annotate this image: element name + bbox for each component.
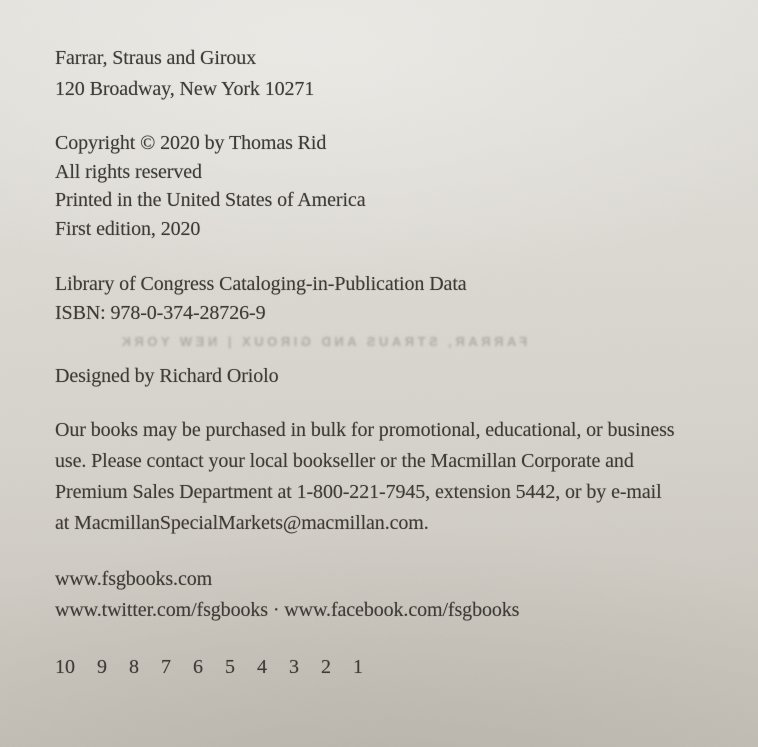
printer-number: 9 xyxy=(97,656,107,678)
paragraph-line: at MacmillanSpecialMarkets@macmillan.com. xyxy=(55,512,429,534)
printer-number: 2 xyxy=(321,656,331,678)
printer-number: 3 xyxy=(289,656,299,678)
copyright-line: Copyright © 2020 by Thomas Rid xyxy=(55,132,327,154)
printer-number: 10 xyxy=(55,656,75,678)
paragraph-line: Our books may be purchased in bulk for promotional, educational, or business xyxy=(55,419,675,441)
designer-line: Designed by Richard Oriolo xyxy=(55,365,279,387)
printer-number: 5 xyxy=(225,656,235,678)
printer-number: 6 xyxy=(193,656,203,678)
edition-line: First edition, 2020 xyxy=(55,218,201,240)
printer-number: 4 xyxy=(257,656,267,678)
rights-line: All rights reserved xyxy=(55,161,202,183)
social-urls: www.twitter.com/fsgbooks · www.facebook.com/fsgbooks xyxy=(55,599,520,621)
paragraph-line: use. Please contact your local bookseller or the Macmillan Corporate and xyxy=(55,450,634,472)
printer-number: 7 xyxy=(161,656,171,678)
bulk-sales-paragraph xyxy=(55,415,675,539)
isbn-line: ISBN: 978-0-374-28726-9 xyxy=(55,302,266,324)
cip-line: Library of Congress Cataloging-in-Publication Data xyxy=(55,273,467,295)
page-showthrough-text: FARRAR, STRAUS AND GIROUX | NEW YORK xyxy=(117,334,528,349)
publisher-address: 120 Broadway, New York 10271 xyxy=(55,78,315,100)
publisher-name: Farrar, Straus and Giroux xyxy=(55,47,257,69)
website-url: www.fsgbooks.com xyxy=(55,568,213,590)
printer-number: 8 xyxy=(129,656,139,678)
printers-key xyxy=(55,656,363,679)
printed-line: Printed in the United States of America xyxy=(55,189,366,211)
printer-number: 1 xyxy=(353,656,363,678)
paragraph-line: Premium Sales Department at 1-800-221-7945, extension 5442, or by e-mail xyxy=(55,481,662,503)
